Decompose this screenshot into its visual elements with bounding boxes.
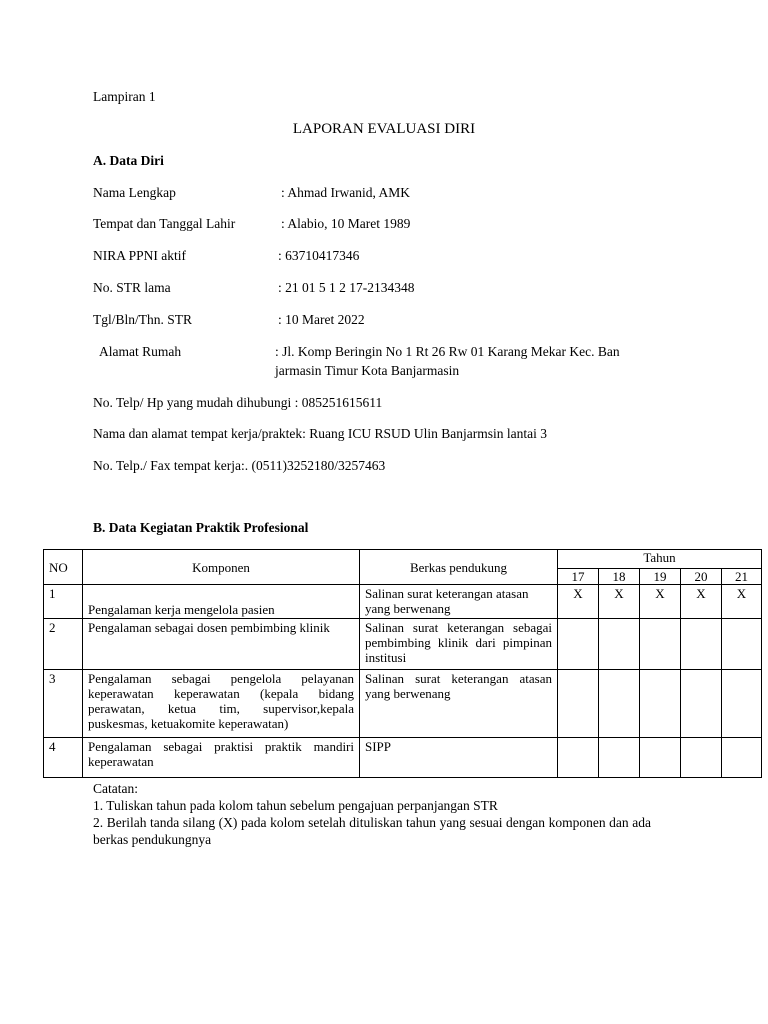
row-no: 4 <box>44 738 83 778</box>
header-year: 18 <box>599 569 640 585</box>
header-year: 21 <box>722 569 762 585</box>
field-nama <box>93 185 410 201</box>
row-komponen: Pengalaman sebagai pengelola pelayanan keperawatan keperawatan (kepala bidang perawatan, ketua tim, supervisor,kepala puskesmas, ketuakomite keperawatan) <box>83 670 360 738</box>
row-komponen: Pengalaman sebagai dosen pembimbing klinik <box>83 619 360 670</box>
notes-heading: Catatan: <box>93 781 138 796</box>
row-mark <box>599 670 640 738</box>
row-mark <box>640 619 681 670</box>
field-value: : 10 Maret 2022 <box>278 312 365 327</box>
notes <box>93 780 651 848</box>
table-row <box>44 585 762 619</box>
row-komponen: Pengalaman kerja mengelola pasien <box>83 585 360 619</box>
row-berkas: Salinan surat keterangan sebagai pembimbing klinik dari pimpinan institusi <box>360 619 558 670</box>
field-label: No. STR lama <box>93 280 171 295</box>
header-komponen: Komponen <box>83 550 360 585</box>
field-label: Tgl/Bln/Thn. STR <box>93 312 193 327</box>
row-no: 3 <box>44 670 83 738</box>
row-komponen: Pengalaman sebagai praktisi praktik mandiri keperawatan <box>83 738 360 778</box>
row-mark <box>722 619 762 670</box>
row-mark: X <box>681 585 722 619</box>
field-label: Nama Lengkap <box>93 185 176 200</box>
lampiran-label: Lampiran 1 <box>93 89 156 104</box>
field-label: NIRA PPNI aktif <box>93 248 187 263</box>
table-row <box>44 619 762 670</box>
header-year: 17 <box>558 569 599 585</box>
field-value: : Alabio, 10 Maret 1989 <box>281 216 411 231</box>
field-label: Tempat dan Tanggal Lahir <box>93 216 236 231</box>
row-mark: X <box>558 585 599 619</box>
header-no: NO <box>44 550 83 585</box>
row-mark <box>640 670 681 738</box>
section-b-heading: B. Data Kegiatan Praktik Profesional <box>93 520 309 535</box>
row-berkas: Salinan surat keterangan atasan yang berwenang <box>360 585 558 619</box>
field-str-lama <box>93 280 415 296</box>
row-mark <box>599 619 640 670</box>
field-label: Alamat Rumah <box>99 344 182 359</box>
row-mark <box>681 670 722 738</box>
field-ttl <box>93 216 411 232</box>
row-mark <box>599 738 640 778</box>
page-title: LAPORAN EVALUASI DIRI <box>292 121 476 137</box>
work-phone-line: No. Telp./ Fax tempat kerja:. (0511)3252180/3257463 <box>93 458 386 473</box>
table-row <box>44 738 762 778</box>
field-tgl-str <box>93 312 365 328</box>
field-value-continued: jarmasin Timur Kota Banjarmasin <box>275 363 460 378</box>
row-no: 1 <box>44 585 83 619</box>
field-value: : 63710417346 <box>278 248 360 263</box>
phone-line: No. Telp/ Hp yang mudah dihubungi : 085251615611 <box>93 395 383 410</box>
field-value: : 21 01 5 1 2 17-2134348 <box>278 280 415 295</box>
field-nira <box>93 248 360 264</box>
row-berkas: SIPP <box>360 738 558 778</box>
workplace-line: Nama dan alamat tempat kerja/praktek: Ruang ICU RSUD Ulin Banjarmsin lantai 3 <box>93 426 548 441</box>
field-value: : Ahmad Irwanid, AMK <box>281 185 410 200</box>
row-mark <box>681 619 722 670</box>
row-mark: X <box>722 585 762 619</box>
row-berkas: Salinan surat keterangan atasan yang berwenang <box>360 670 558 738</box>
table-header-row <box>44 550 762 569</box>
row-mark <box>722 738 762 778</box>
row-no: 2 <box>44 619 83 670</box>
section-a-heading: A. Data Diri <box>93 153 164 168</box>
table-row <box>44 670 762 738</box>
header-year: 19 <box>640 569 681 585</box>
row-mark <box>640 738 681 778</box>
field-value: : Jl. Komp Beringin No 1 Rt 26 Rw 01 Karang Mekar Kec. Ban <box>275 344 620 359</box>
row-mark: X <box>640 585 681 619</box>
header-tahun: Tahun <box>558 550 762 569</box>
header-berkas: Berkas pendukung <box>360 550 558 585</box>
row-mark <box>558 670 599 738</box>
header-year: 20 <box>681 569 722 585</box>
row-mark <box>681 738 722 778</box>
row-mark <box>558 738 599 778</box>
row-mark <box>722 670 762 738</box>
practice-table <box>43 549 762 778</box>
note-item: 1. Tuliskan tahun pada kolom tahun sebelum pengajuan perpanjangan STR <box>93 798 498 813</box>
field-alamat <box>99 344 620 378</box>
row-mark <box>558 619 599 670</box>
note-item: 2. Berilah tanda silang (X) pada kolom setelah dituliskan tahun yang sesuai dengan komponen dan ada berkas pendukungnya <box>93 815 651 847</box>
row-mark: X <box>599 585 640 619</box>
